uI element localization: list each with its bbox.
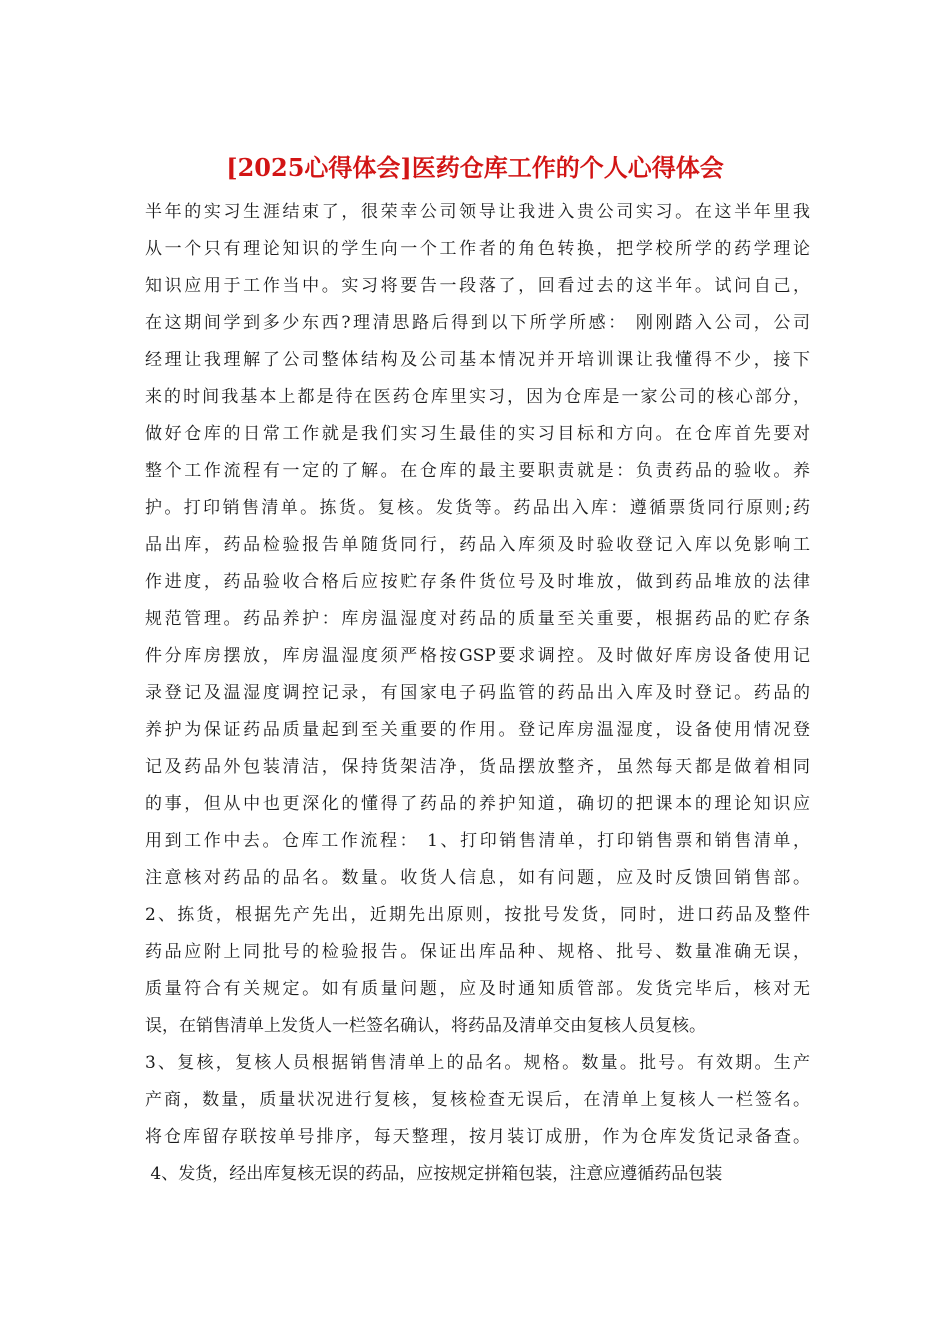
- body-line: 品出库，药品检验报告单随货同行，药品入库须及时验收登记入库以免影响工: [145, 535, 810, 555]
- body-line: 3、复核，复核人员根据销售清单上的品名。规格。数量。批号。有效期。生产: [145, 1053, 810, 1073]
- body-line: 知识应用于工作当中。实习将要告一段落了，回看过去的这半年。试问自己，: [145, 276, 810, 296]
- body-line: 2、拣货，根据先产先出，近期先出原则，按批号发货，同时，进口药品及整件: [145, 905, 810, 925]
- document-body: [145, 194, 810, 1193]
- body-line: 的事，但从中也更深化的懂得了药品的养护知道，确切的把课本的理论知识应: [145, 794, 810, 814]
- body-line: 养护为保证药品质量起到至关重要的作用。登记库房温湿度，设备使用情况登: [145, 720, 810, 740]
- body-line: 件分库房摆放，库房温湿度须严格按GSP要求调控。及时做好库房设备使用记: [145, 646, 810, 666]
- body-line: 药品应附上同批号的检验报告。保证出库品种、规格、批号、数量准确无误，: [145, 942, 810, 962]
- body-line: 来的时间我基本上都是待在医药仓库里实习，因为仓库是一家公司的核心部分，: [145, 387, 810, 407]
- body-line: 记及药品外包装清洁，保持货架洁净，货品摆放整齐，虽然每天都是做着相同: [145, 757, 810, 777]
- body-line: 半年的实习生涯结束了，很荣幸公司领导让我进入贵公司实习。在这半年里我: [145, 202, 810, 222]
- body-line: 在这期间学到多少东西?理清思路后得到以下所学所感： 刚刚踏入公司，公司: [145, 313, 810, 333]
- body-line: 录登记及温湿度调控记录，有国家电子码监管的药品出入库及时登记。药品的: [145, 683, 810, 703]
- body-line: 护。打印销售清单。拣货。复核。发货等。药品出入库：遵循票货同行原则;药: [145, 498, 810, 518]
- body-line: 从一个只有理论知识的学生向一个工作者的角色转换，把学校所学的药学理论: [145, 239, 810, 259]
- body-line: 注意核对药品的品名。数量。收货人信息，如有问题，应及时反馈回销售部。: [145, 868, 810, 888]
- body-line: 误，在销售清单上发货人一栏签名确认，将药品及清单交由复核人员复核。: [145, 1016, 706, 1036]
- body-line: 规范管理。药品养护：库房温湿度对药品的质量至关重要，根据药品的贮存条: [145, 609, 810, 629]
- body-line: 产商，数量，质量状况进行复核，复核检查无误后，在清单上复核人一栏签名。: [145, 1090, 810, 1110]
- body-line: 作进度，药品验收合格后应按贮存条件货位号及时堆放，做到药品堆放的法律: [145, 572, 810, 592]
- body-line: 将仓库留存联按单号排序，每天整理，按月装订成册，作为仓库发货记录备查。: [145, 1127, 810, 1147]
- body-line: 4、发货，经出库复核无误的药品，应按规定拼箱包装，注意应遵循药品包装: [145, 1164, 723, 1184]
- body-line: 用到工作中去。仓库工作流程： 1、打印销售清单，打印销售票和销售清单，: [145, 831, 810, 851]
- document-title: [2025心得体会]医药仓库工作的个人心得体会: [226, 153, 724, 182]
- body-line: 质量符合有关规定。如有质量问题，应及时通知质管部。发货完毕后，核对无: [145, 979, 810, 999]
- body-line: 做好仓库的日常工作就是我们实习生最佳的实习目标和方向。在仓库首先要对: [145, 424, 810, 444]
- body-line: 经理让我理解了公司整体结构及公司基本情况并开培训课让我懂得不少，接下: [145, 350, 810, 370]
- body-line: 整个工作流程有一定的了解。在仓库的最主要职责就是：负责药品的验收。养: [145, 461, 810, 481]
